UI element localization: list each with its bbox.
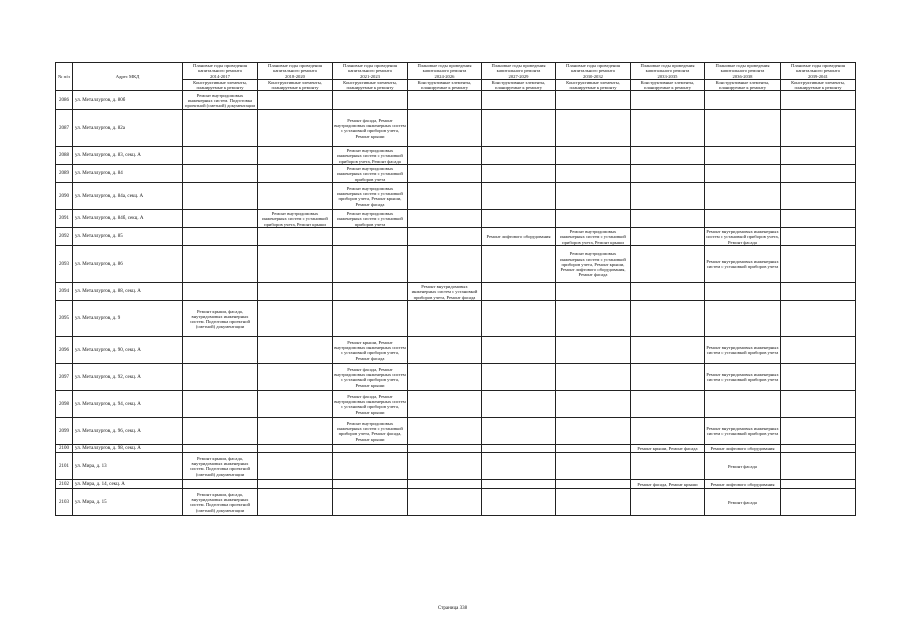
repair-works-cell: Ремонт внутридомовых инженерных систем с установкой приборов учета <box>333 210 408 228</box>
repair-works-cell <box>556 418 631 445</box>
repair-works-cell <box>781 301 856 337</box>
row-number: 2090 <box>56 183 73 210</box>
repair-works-cell <box>781 364 856 391</box>
building-address: ул. Металлургов, д. 88, секц. А <box>73 283 183 301</box>
repair-works-cell <box>556 301 631 337</box>
repair-works-cell <box>258 228 333 246</box>
repair-works-cell: Ремонт внутридомовых инженерных систем с установкой приборов учета, Ремонт крыши <box>556 228 631 246</box>
repair-works-cell <box>705 391 781 418</box>
repair-works-cell <box>631 91 705 110</box>
table-body <box>56 91 856 516</box>
repair-works-cell <box>781 453 856 480</box>
repair-works-cell <box>408 391 482 418</box>
row-number: 2086 <box>56 91 73 110</box>
repair-works-cell <box>781 110 856 147</box>
repair-works-cell <box>556 165 631 183</box>
row-number: 2087 <box>56 110 73 147</box>
building-address: ул. Металлургов, д. 94, секц. А <box>73 391 183 418</box>
repair-works-cell <box>258 283 333 301</box>
repair-works-cell <box>631 228 705 246</box>
repair-works-cell <box>482 183 556 210</box>
repair-works-cell <box>482 489 556 516</box>
table-row <box>56 453 856 480</box>
repair-works-cell: Ремонт крыши, фасада, внутридомовых инженерных систем. Подготовка проектной (сметной) документации <box>183 453 258 480</box>
repair-works-cell <box>781 489 856 516</box>
repair-works-cell: Ремонт лифтового оборудования <box>705 480 781 489</box>
repair-works-cell <box>781 445 856 453</box>
repair-works-cell <box>781 246 856 283</box>
row-number: 2091 <box>56 210 73 228</box>
repair-works-cell <box>556 337 631 364</box>
repair-works-cell <box>482 110 556 147</box>
repair-works-cell <box>333 453 408 480</box>
repair-works-cell <box>482 418 556 445</box>
repair-works-cell <box>408 364 482 391</box>
repair-works-cell <box>631 283 705 301</box>
repair-works-cell <box>556 391 631 418</box>
repair-works-cell <box>333 91 408 110</box>
repair-works-cell <box>631 489 705 516</box>
page-number: Страница 338 <box>437 606 468 611</box>
header-row-periods <box>56 63 856 80</box>
repair-works-cell <box>183 364 258 391</box>
table-row <box>56 418 856 445</box>
table-row <box>56 391 856 418</box>
period-header: Плановые годы проведения капитального ремонта 2027-2029 <box>482 63 556 80</box>
repair-works-cell <box>408 337 482 364</box>
repair-works-cell <box>183 147 258 165</box>
repair-works-cell: Ремонт внутридомовых инженерных систем с установкой приборов учета, Ремонт крыши <box>258 210 333 228</box>
repair-works-cell <box>631 453 705 480</box>
repair-works-cell <box>556 91 631 110</box>
repair-works-cell <box>482 453 556 480</box>
repair-works-cell <box>183 337 258 364</box>
table-row <box>56 183 856 210</box>
repair-works-cell <box>482 147 556 165</box>
repair-works-cell <box>781 337 856 364</box>
elements-subheader: Конструктивные элементы, планируемые к ремонту <box>705 80 781 91</box>
repair-works-cell <box>183 283 258 301</box>
repair-works-cell <box>183 391 258 418</box>
building-address: ул. Мира, д. 13 <box>73 453 183 480</box>
elements-subheader: Конструктивные элементы, планируемые к ремонту <box>183 80 258 91</box>
repair-works-cell <box>705 301 781 337</box>
repair-works-cell <box>556 364 631 391</box>
repair-works-cell <box>333 283 408 301</box>
repair-works-cell <box>482 283 556 301</box>
repair-works-cell: Ремонт фасада <box>705 489 781 516</box>
period-header: Плановые годы проведения капитального ремонта 2018-2020 <box>258 63 333 80</box>
repair-works-cell: Ремонт крыши, Ремонт внутридомовых инженерных систем с установкой приборов учета, Ремонт фасада <box>333 337 408 364</box>
building-address: ул. Металлургов, д. 84а, секц. А <box>73 183 183 210</box>
period-header: Плановые годы проведения капитального ремонта 2021-2023 <box>333 63 408 80</box>
building-address: ул. Металлургов, д. 92, секц. А <box>73 364 183 391</box>
repair-works-cell <box>556 183 631 210</box>
row-number: 2103 <box>56 489 73 516</box>
repair-works-cell <box>258 445 333 453</box>
row-number: 2088 <box>56 147 73 165</box>
repair-works-cell <box>333 228 408 246</box>
repair-works-cell <box>781 210 856 228</box>
table-row <box>56 147 856 165</box>
repair-works-cell <box>408 210 482 228</box>
repair-works-cell <box>408 489 482 516</box>
repair-works-cell <box>258 480 333 489</box>
building-address: ул. Металлургов, д. 98, секц. А <box>73 445 183 453</box>
building-address: ул. Металлургов, д. 84 <box>73 165 183 183</box>
repair-works-cell <box>631 165 705 183</box>
repair-works-cell <box>408 228 482 246</box>
repair-works-cell <box>258 418 333 445</box>
repair-works-cell: Ремонт фасада, Ремонт внутридомовых инженерных систем с установкой приборов учета, Ремонт крыши <box>333 110 408 147</box>
repair-works-cell: Ремонт внутридомовых инженерных систем с установкой приборов учета, Ремонт фасада <box>333 147 408 165</box>
period-header: Плановые годы проведения капитального ремонта 2039-2041 <box>781 63 856 80</box>
repair-works-cell: Ремонт фасада, Ремонт внутридомовых инженерных систем с установкой приборов учета, Ремонт крыши <box>333 364 408 391</box>
repair-works-cell <box>183 183 258 210</box>
repair-works-cell <box>183 210 258 228</box>
elements-subheader: Конструктивные элементы, планируемые к ремонту <box>781 80 856 91</box>
table-row <box>56 364 856 391</box>
row-number: 2095 <box>56 301 73 337</box>
repair-works-cell: Ремонт крыши, фасада, внутридомовых инженерных систем. Подготовка проектной (сметной) документации <box>183 301 258 337</box>
repair-works-cell <box>258 391 333 418</box>
table-row <box>56 489 856 516</box>
repair-works-cell <box>183 246 258 283</box>
row-number: 2093 <box>56 246 73 283</box>
repair-works-cell <box>631 364 705 391</box>
repair-works-cell <box>631 147 705 165</box>
repair-works-cell <box>781 165 856 183</box>
col-header-address: Адрес МКД <box>73 63 183 91</box>
repair-works-cell <box>183 110 258 147</box>
repair-works-cell <box>408 480 482 489</box>
table-row <box>56 91 856 110</box>
repair-works-cell <box>482 364 556 391</box>
building-address: ул. Металлургов, д. 82а <box>73 110 183 147</box>
repair-works-cell <box>408 147 482 165</box>
repair-works-cell <box>183 445 258 453</box>
repair-works-cell <box>482 91 556 110</box>
repair-works-cell <box>408 246 482 283</box>
table-row <box>56 228 856 246</box>
repair-works-cell <box>482 391 556 418</box>
repair-works-cell: Ремонт внутридомовых инженерных систем с установкой приборов учета <box>705 364 781 391</box>
repair-works-cell <box>631 183 705 210</box>
repair-works-cell: Ремонт внутридомовых инженерных систем. Подготовка проектной (сметной) документации <box>183 91 258 110</box>
building-address: ул. Металлургов, д. 96, секц. А <box>73 418 183 445</box>
row-number: 2099 <box>56 418 73 445</box>
repair-works-cell <box>258 246 333 283</box>
table-row <box>56 301 856 337</box>
repair-works-cell <box>482 445 556 453</box>
repair-works-cell <box>631 418 705 445</box>
repair-works-cell <box>408 453 482 480</box>
row-number: 2098 <box>56 391 73 418</box>
repair-works-cell <box>333 489 408 516</box>
repair-works-cell: Ремонт внутридомовых инженерных систем с установкой приборов учета, Ремонт фасада, Ремонт крыши <box>333 418 408 445</box>
repair-works-cell: Ремонт внутридомовых инженерных систем с установкой приборов учета, Ремонт фасада <box>706 229 779 245</box>
capital-repair-table-sheet <box>55 62 855 516</box>
elements-subheader: Конструктивные элементы, планируемые к ремонту <box>408 80 482 91</box>
table-row <box>56 110 856 147</box>
period-header: Плановые годы проведения капитального ремонта 2030-2032 <box>556 63 631 80</box>
row-number: 2096 <box>56 337 73 364</box>
row-number: 2100 <box>56 445 73 453</box>
repair-works-cell <box>705 110 781 147</box>
repair-works-cell: Ремонт лифтового оборудования <box>705 445 781 453</box>
repair-works-cell <box>258 147 333 165</box>
table-row <box>56 210 856 228</box>
repair-works-cell <box>258 337 333 364</box>
repair-works-cell <box>781 91 856 110</box>
building-address: ул. Мира, д. 15 <box>73 489 183 516</box>
repair-works-cell: Ремонт крыши, фасада, внутридомовых инженерных систем. Подготовка проектной (сметной) документации <box>183 489 258 516</box>
repair-works-cell: Ремонт внутридомовых инженерных систем с установкой приборов учета <box>705 337 781 364</box>
repair-works-cell <box>781 418 856 445</box>
repair-works-cell: Ремонт внутридомовых инженерных систем с установкой приборов учета, Ремонт крыши, Ремонт фасада <box>333 183 408 210</box>
repair-works-cell <box>781 147 856 165</box>
repair-works-cell <box>781 183 856 210</box>
repair-works-cell <box>408 183 482 210</box>
period-header: Плановые годы проведения капитального ремонта 2033-2035 <box>631 63 705 80</box>
repair-works-cell <box>631 337 705 364</box>
row-number: 2102 <box>56 480 73 489</box>
repair-works-cell <box>705 183 781 210</box>
repair-works-cell: Ремонт внутридомовых инженерных систем с установкой приборов учета <box>705 246 781 283</box>
repair-works-cell: Ремонт внутридомовых инженерных систем с установкой приборов учета, Ремонт крыши, Ремонт лифтового оборудования, Ремонт фасада <box>556 246 631 283</box>
repair-works-cell <box>258 489 333 516</box>
period-header: Плановые годы проведения капитального ремонта 2014-2017 <box>183 63 258 80</box>
repair-works-cell <box>258 301 333 337</box>
repair-works-cell <box>183 480 258 489</box>
repair-works-cell <box>408 445 482 453</box>
repair-works-cell <box>556 210 631 228</box>
repair-schedule-table <box>55 62 856 516</box>
building-address: ул. Мира, д. 14, секц. А <box>73 480 183 489</box>
row-number: 2089 <box>56 165 73 183</box>
repair-works-cell <box>781 391 856 418</box>
repair-works-cell: Ремонт внутридомовых инженерных систем с установкой приборов учета, Ремонт фасада <box>408 283 482 301</box>
repair-works-cell <box>258 453 333 480</box>
repair-works-cell <box>781 283 856 301</box>
repair-works-cell: Ремонт фасада <box>705 453 781 480</box>
repair-works-cell <box>631 391 705 418</box>
building-address: ул. Металлургов, д. 85 <box>73 228 183 246</box>
repair-works-cell <box>408 110 482 147</box>
repair-works-cell <box>482 246 556 283</box>
row-number: 2092 <box>56 228 73 246</box>
repair-works-cell <box>408 301 482 337</box>
table-row <box>56 165 856 183</box>
repair-works-cell <box>705 147 781 165</box>
repair-works-cell <box>705 283 781 301</box>
repair-works-cell <box>183 418 258 445</box>
repair-works-cell <box>482 165 556 183</box>
repair-works-cell: Ремонт внутридомовых инженерных систем с установкой приборов учета <box>705 418 781 445</box>
repair-works-cell <box>556 283 631 301</box>
repair-works-cell <box>258 364 333 391</box>
repair-works-cell <box>408 165 482 183</box>
col-header-num: № п/п <box>56 63 73 91</box>
row-number: 2094 <box>56 283 73 301</box>
period-header: Плановые годы проведения капитального ремонта 2024-2026 <box>408 63 482 80</box>
table-row <box>56 445 856 453</box>
repair-works-cell <box>556 489 631 516</box>
repair-works-cell <box>408 91 482 110</box>
repair-works-cell <box>705 210 781 228</box>
repair-works-cell <box>631 210 705 228</box>
repair-works-cell <box>183 165 258 183</box>
building-address: ул. Металлургов, д. 80б <box>73 91 183 110</box>
building-address: ул. Металлургов, д. 9 <box>73 301 183 337</box>
repair-works-cell <box>482 337 556 364</box>
repair-works-cell: Ремонт внутридомовых инженерных систем с установкой приборов учета <box>333 165 408 183</box>
repair-works-cell: Ремонт крыши, Ремонт фасада <box>631 445 705 453</box>
repair-works-cell <box>333 480 408 489</box>
building-address: ул. Металлургов, д. 84б, секц. А <box>73 210 183 228</box>
repair-works-cell <box>258 110 333 147</box>
repair-works-cell <box>705 91 781 110</box>
repair-works-cell <box>333 246 408 283</box>
repair-works-cell <box>333 301 408 337</box>
repair-works-cell: Ремонт фасада, Ремонт внутридомовых инженерных систем с установкой приборов учета, Ремонт крыши <box>333 391 408 418</box>
elements-subheader: Конструктивные элементы, планируемые к ремонту <box>556 80 631 91</box>
building-address: ул. Металлургов, д. 90, секц. А <box>73 337 183 364</box>
repair-works-cell: Ремонт лифтового оборудования <box>482 228 556 246</box>
row-number: 2097 <box>56 364 73 391</box>
repair-works-cell <box>482 210 556 228</box>
building-address: ул. Металлургов, д. 86 <box>73 246 183 283</box>
repair-works-cell <box>258 183 333 210</box>
period-header: Плановые годы проведения капитального ремонта 2036-2038 <box>705 63 781 80</box>
repair-works-cell <box>482 480 556 489</box>
repair-works-cell <box>333 445 408 453</box>
repair-works-cell <box>482 301 556 337</box>
row-number: 2101 <box>56 453 73 480</box>
elements-subheader: Конструктивные элементы, планируемые к ремонту <box>482 80 556 91</box>
repair-works-cell <box>556 445 631 453</box>
repair-works-cell <box>556 453 631 480</box>
repair-works-cell <box>258 165 333 183</box>
repair-works-cell <box>631 110 705 147</box>
repair-works-cell <box>705 165 781 183</box>
repair-works-cell <box>258 91 333 110</box>
table-row <box>56 480 856 489</box>
elements-subheader: Конструктивные элементы, планируемые к ремонту <box>258 80 333 91</box>
repair-works-cell <box>183 228 258 246</box>
repair-works-cell <box>408 418 482 445</box>
table-row <box>56 283 856 301</box>
table-row <box>56 337 856 364</box>
repair-works-cell <box>556 110 631 147</box>
elements-subheader: Конструктивные элементы, планируемые к ремонту <box>631 80 705 91</box>
repair-works-cell <box>556 147 631 165</box>
repair-works-cell: Ремонт фасада, Ремонт крыши <box>631 480 705 489</box>
building-address: ул. Металлургов, д. 83, секц. А <box>73 147 183 165</box>
table-row <box>56 246 856 283</box>
repair-works-cell <box>781 480 856 489</box>
repair-works-cell <box>631 246 705 283</box>
elements-subheader: Конструктивные элементы, планируемые к ремонту <box>333 80 408 91</box>
repair-works-cell <box>781 228 856 246</box>
repair-works-cell <box>556 480 631 489</box>
repair-works-cell <box>631 301 705 337</box>
